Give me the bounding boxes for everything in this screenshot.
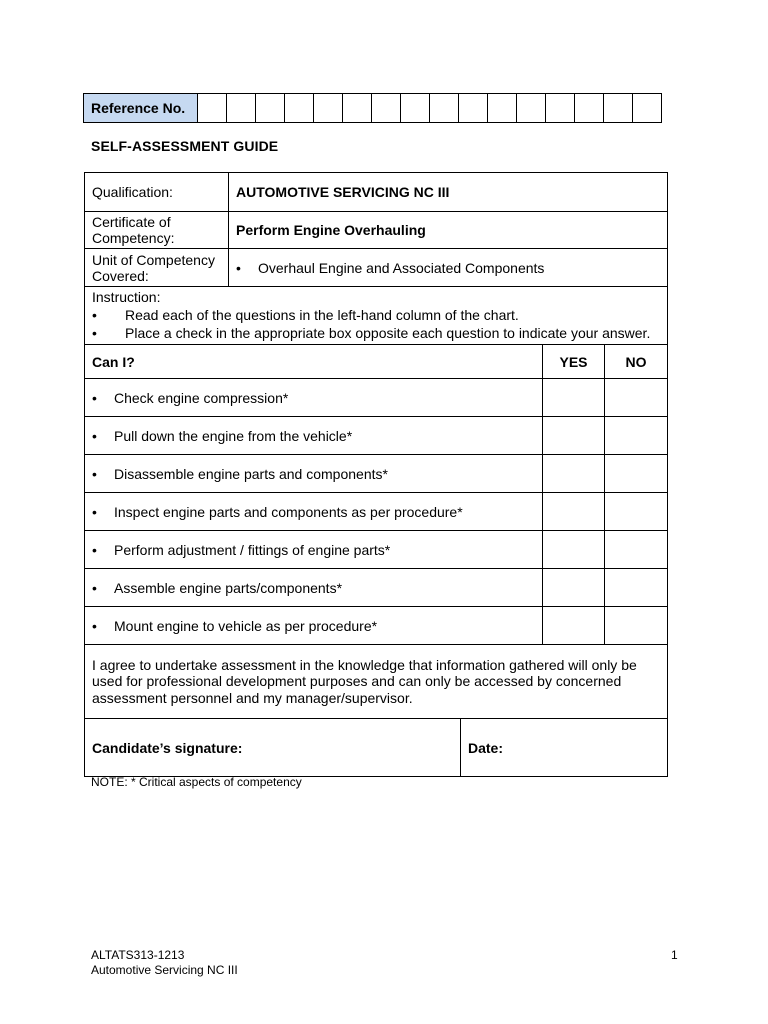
page-title: SELF-ASSESSMENT GUIDE [91,138,279,154]
qualification-label: Qualification: [85,173,229,212]
question-text: Assemble engine parts/components* [114,579,343,596]
question-cell [85,417,543,455]
agreement-row [85,645,668,719]
reference-digit-box[interactable] [256,94,285,123]
question-text: Check engine compression* [114,389,289,406]
no-checkbox[interactable] [605,569,668,607]
question-cell [85,531,543,569]
certificate-label-line1: Certificate of [92,214,171,230]
reference-digit-box[interactable] [372,94,401,123]
reference-digit-box[interactable] [314,94,343,123]
certificate-label-line2: Competency: [92,230,175,246]
instruction-item [92,306,660,324]
footer-qualification-name: Automotive Servicing NC III [91,963,238,977]
question-cell [85,455,543,493]
qualification-value: AUTOMOTIVE SERVICING NC III [229,173,668,212]
bullet: • [92,465,97,482]
no-checkbox[interactable] [605,493,668,531]
question-cell [85,569,543,607]
question-row [85,379,668,417]
unit-label-line2: Covered: [92,267,149,284]
bullet: • [92,503,97,520]
instruction-cell [85,287,668,345]
reference-digit-box[interactable] [517,94,546,123]
certificate-value: Perform Engine Overhauling [229,212,668,249]
signature-row [85,719,668,777]
question-row [85,455,668,493]
reference-digit-box[interactable] [575,94,604,123]
instruction-item [92,324,660,342]
unit-value-cell [229,249,668,287]
reference-digit-box[interactable] [488,94,517,123]
reference-digit-box[interactable] [343,94,372,123]
agreement-text: I agree to undertake assessment in the knowledge that information gathered will only be used for professional development purposes and can only be accessed by concerned assessment personnel and my manager/supervisor. [85,645,668,719]
no-checkbox[interactable] [605,607,668,645]
footer-document-code: ALTATS313-1213 [91,948,185,962]
question-text: Inspect engine parts and components as per procedure* [114,503,463,520]
question-row [85,531,668,569]
reference-digit-box[interactable] [401,94,430,123]
question-cell [85,607,543,645]
no-header: NO [605,345,668,379]
yes-checkbox[interactable] [543,417,605,455]
reference-number-strip [83,93,662,123]
instruction-item-text: Place a check in the appropriate box opposite each question to indicate your answer. [125,325,651,341]
question-text: Perform adjustment / fittings of engine parts* [114,541,391,558]
question-text: Mount engine to vehicle as per procedure* [114,617,378,634]
critical-aspects-note: NOTE: * Critical aspects of competency [91,775,302,789]
can-i-header: Can I? [85,345,543,379]
instruction-item-text: Read each of the questions in the left-hand column of the chart. [125,307,519,323]
no-checkbox[interactable] [605,417,668,455]
question-row [85,607,668,645]
bullet: • [92,427,97,444]
date-field[interactable]: Date: [461,719,668,777]
question-cell [85,493,543,531]
yes-checkbox[interactable] [543,493,605,531]
instruction-heading: Instruction: [92,289,161,305]
unit-value: Overhaul Engine and Associated Components [258,259,545,276]
yes-header: YES [543,345,605,379]
reference-digit-box[interactable] [227,94,256,123]
checklist-header-row [85,345,668,379]
bullet: • [92,325,97,341]
reference-digit-box[interactable] [604,94,633,123]
no-checkbox[interactable] [605,455,668,493]
bullet: • [92,617,97,634]
reference-digit-box[interactable] [198,94,227,123]
certificate-label [85,212,229,249]
unit-label [85,249,229,287]
reference-digit-box[interactable] [459,94,488,123]
page-number: 1 [671,948,678,962]
question-row [85,417,668,455]
question-row [85,493,668,531]
bullet: • [92,389,97,406]
yes-checkbox[interactable] [543,455,605,493]
yes-checkbox[interactable] [543,607,605,645]
yes-checkbox[interactable] [543,531,605,569]
reference-number-label: Reference No. [84,94,198,123]
qualification-row [85,173,668,212]
bullet: • [92,307,97,323]
no-checkbox[interactable] [605,379,668,417]
yes-checkbox[interactable] [543,379,605,417]
unit-label-line1: Unit of Competency [92,251,215,268]
candidate-signature-field[interactable]: Candidate’s signature: [85,719,461,777]
question-row [85,569,668,607]
unit-row [85,249,668,287]
reference-digit-box[interactable] [285,94,314,123]
reference-digit-box[interactable] [430,94,459,123]
reference-digit-box[interactable] [546,94,575,123]
question-text: Pull down the engine from the vehicle* [114,427,353,444]
question-cell [85,379,543,417]
no-checkbox[interactable] [605,531,668,569]
bullet: • [92,541,97,558]
bullet: • [92,579,97,596]
reference-digit-box[interactable] [633,94,662,123]
question-text: Disassemble engine parts and components* [114,465,388,482]
instruction-row [85,287,668,345]
bullet: • [236,259,241,276]
yes-checkbox[interactable] [543,569,605,607]
certificate-row [85,212,668,249]
self-assessment-form [84,172,668,777]
